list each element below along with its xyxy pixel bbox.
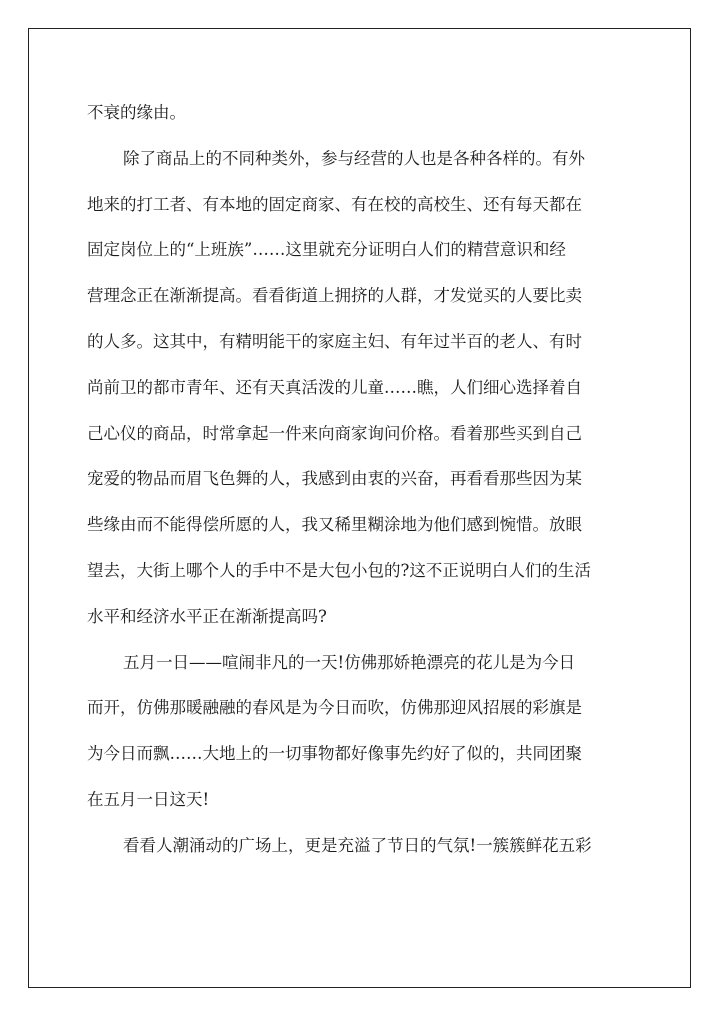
text-line: 不衰的缘由。	[87, 103, 186, 122]
text-line: 己心仪的商品，时常拿起一件来向商家询问价格。看着那些买到自己	[87, 423, 582, 443]
text-line: 些缘由而不能得偿所愿的人，我又稀里糊涂地为他们感到惋惜。放眼	[87, 515, 582, 535]
text-line: 营理念正在渐渐提高。看看街道上拥挤的人群，才发觉买的人要比卖	[87, 286, 582, 306]
text-line: 在五月一日这天!	[87, 789, 210, 809]
text-line: 五月一日——喧闹非凡的一天!仿佛那娇艳漂亮的花儿是为今日	[123, 652, 576, 672]
text-line: 尚前卫的都市青年、还有天真活泼的儿童……瞧，人们细心选择着自	[87, 377, 582, 397]
text-line: 固定岗位上的“上班族”……这里就充分证明白人们的精营意识和经	[87, 240, 566, 260]
text-line: 为今日而飘……大地上的一切事物都好像事先约好了似的，共同团聚	[87, 744, 582, 764]
text-line: 看看人潮涌动的广场上，更是充溢了节日的气氛!一簇簇鲜花五彩	[123, 835, 592, 855]
text-line: 地来的打工者、有本地的固定商家、有在校的高校生、还有每天都在	[87, 194, 582, 214]
text-line: 的人多。这其中，有精明能干的家庭主妇、有年过半百的老人、有时	[87, 331, 582, 351]
text-line: 水平和经济水平正在渐渐提高吗?	[87, 606, 327, 626]
text-line: 而开，仿佛那暖融融的春风是为今日而吹，仿佛那迎风招展的彩旗是	[87, 698, 582, 718]
text-line: 宠爱的物品而眉飞色舞的人，我感到由衷的兴奋，再看看那些因为某	[87, 469, 582, 489]
text-line: 望去，大街上哪个人的手中不是大包小包的?这不正说明白人们的生活	[87, 560, 591, 580]
text-line: 除了商品上的不同种类外，参与经营的人也是各种各样的。有外	[123, 148, 585, 168]
document-body	[87, 90, 635, 869]
